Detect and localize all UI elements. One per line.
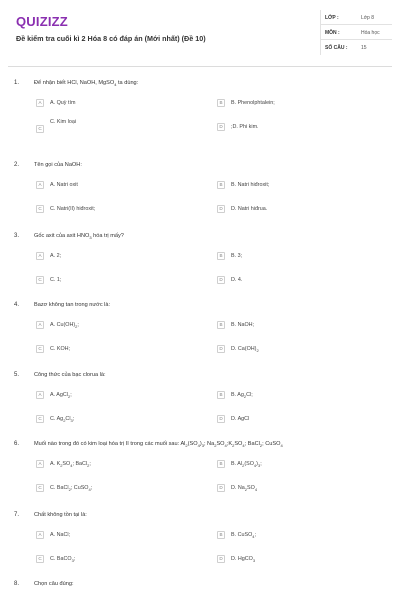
question-number: 1. xyxy=(14,80,20,86)
document-title: Đề kiểm tra cuối kì 2 Hóa 8 có đáp án (Mới nhất) (Đề 10) xyxy=(16,34,206,43)
option-text-b: B. Phenolphtalein; xyxy=(231,100,275,106)
option-text-a: A. $K_2SO_4$; BaCl$_2$; xyxy=(50,461,91,469)
option-text-a: A. $Cu(OH)_2$; xyxy=(50,322,79,330)
option-text-d: D. Natri hiđrua. xyxy=(231,206,268,212)
option-letter-box-a[interactable]: A xyxy=(36,460,44,468)
option-letter-box-a[interactable]: A xyxy=(36,99,44,107)
header-divider xyxy=(8,66,392,67)
option-letter-box-d[interactable]: D xyxy=(217,415,225,423)
option-letter-box-a[interactable]: A xyxy=(36,531,44,539)
option-text-a: A. AgCl$_2$; xyxy=(50,392,72,400)
option-text-d: ;D. Phi kim. xyxy=(231,124,259,130)
option-letter-box-b[interactable]: B xyxy=(217,321,225,329)
option-text-d: D. 4. xyxy=(231,277,243,283)
meta-row-count xyxy=(321,40,392,55)
meta-value: Hóa học xyxy=(361,30,380,36)
option-letter-box-c[interactable]: C xyxy=(36,555,44,563)
option-letter-box-c[interactable]: C xyxy=(36,276,44,284)
question-number: 8. xyxy=(14,581,20,587)
option-letter-box-c[interactable]: C xyxy=(36,125,44,133)
option-text-c: C. Natri(II) hiđroxit; xyxy=(50,206,96,212)
option-letter-box-d[interactable]: D xyxy=(217,484,225,492)
option-letter-box-b[interactable]: B xyxy=(217,252,225,260)
option-letter-box-b[interactable]: B xyxy=(217,99,225,107)
option-text-c: C. $Ag_2Cl_3$; xyxy=(50,416,75,424)
option-text-b: B. $Al_2(SO_4)_3$; xyxy=(231,461,262,469)
meta-value: Lớp 8 xyxy=(361,15,375,21)
option-letter-box-b[interactable]: B xyxy=(217,460,225,468)
option-letter-box-d[interactable]: D xyxy=(217,205,225,213)
question-text: Muối nào trong đó có kim loại hóa trị II trong các muối sau: $Al_2(SO_4)_3$; $Na_2SO_4;K_2SO_4$; BaCl$_2$; CuSO$_4$ xyxy=(34,441,283,449)
question-text: Công thức của bạc clorua là: xyxy=(34,372,106,378)
option-text-c: C. KOH; xyxy=(50,346,71,352)
page-header xyxy=(0,0,400,64)
option-letter-box-a[interactable]: A xyxy=(36,181,44,189)
option-text-c: C. BaCO$_3$; xyxy=(50,556,76,564)
meta-table xyxy=(320,10,392,55)
option-letter-box-c[interactable]: C xyxy=(36,484,44,492)
option-text-c: C. Kim loại xyxy=(50,119,77,125)
option-text-d: D. $Ca(OH)_2$ xyxy=(231,346,259,354)
meta-label: MÔN : xyxy=(325,30,340,36)
option-letter-box-d[interactable]: D xyxy=(217,555,225,563)
option-letter-box-b[interactable]: B xyxy=(217,391,225,399)
option-text-c: C. 1; xyxy=(50,277,62,283)
option-text-a: A. Natri oxit xyxy=(50,182,78,188)
option-letter-box-c[interactable]: C xyxy=(36,415,44,423)
question-text: Tên gọi của NaOH: xyxy=(34,162,82,168)
question-text: Bazơ không tan trong nước là: xyxy=(34,302,111,308)
option-text-b: B. $Ag_2Cl$; xyxy=(231,392,253,400)
meta-value: 15 xyxy=(361,45,367,51)
option-text-d: D. AgCl xyxy=(231,416,250,422)
option-letter-box-b[interactable]: B xyxy=(217,531,225,539)
question-number: 7. xyxy=(14,512,20,518)
option-letter-box-a[interactable]: A xyxy=(36,321,44,329)
option-text-b: B. Natri hiđroxit; xyxy=(231,182,270,188)
question-number: 3. xyxy=(14,233,20,239)
option-text-b: B. CuSO$_4$; xyxy=(231,532,257,540)
question-number: 5. xyxy=(14,372,20,378)
option-text-a: A. Quỳ tím xyxy=(50,100,76,106)
option-letter-box-a[interactable]: A xyxy=(36,391,44,399)
option-text-b: B. 3; xyxy=(231,253,243,259)
option-text-d: D. $Na_2SO_4$ xyxy=(231,485,258,493)
quizizz-logo: QUIZIZZ xyxy=(16,14,68,29)
meta-label: LỚP : xyxy=(325,15,339,21)
option-letter-box-a[interactable]: A xyxy=(36,252,44,260)
question-text: Gốc axit của axit $HNO_3$ hóa trị mấy? xyxy=(34,233,124,241)
option-letter-box-b[interactable]: B xyxy=(217,181,225,189)
meta-row-class xyxy=(321,10,392,25)
option-letter-box-c[interactable]: C xyxy=(36,345,44,353)
question-number: 4. xyxy=(14,302,20,308)
option-letter-box-d[interactable]: D xyxy=(217,123,225,131)
question-number: 6. xyxy=(14,441,20,447)
option-letter-box-c[interactable]: C xyxy=(36,205,44,213)
option-text-a: A. 2; xyxy=(50,253,62,259)
question-text: Chọn câu đúng: xyxy=(34,581,74,587)
option-letter-box-d[interactable]: D xyxy=(217,276,225,284)
question-number: 2. xyxy=(14,162,20,168)
option-letter-box-d[interactable]: D xyxy=(217,345,225,353)
option-text-d: D. HgCO$_3$ xyxy=(231,556,256,564)
option-text-a: A. NaCl; xyxy=(50,532,71,538)
meta-label: SỐ CÂU : xyxy=(325,45,348,51)
meta-row-subject xyxy=(321,25,392,40)
option-text-b: B. NaOH; xyxy=(231,322,255,328)
option-text-c: C. BaCl$_2$; CuSO$_4$; xyxy=(50,485,93,493)
question-text: Chất không tồn tại là: xyxy=(34,512,87,518)
question-text: Để nhận biết HCl, NaOH, MgSO$_4$ ta dùng: xyxy=(34,80,139,88)
